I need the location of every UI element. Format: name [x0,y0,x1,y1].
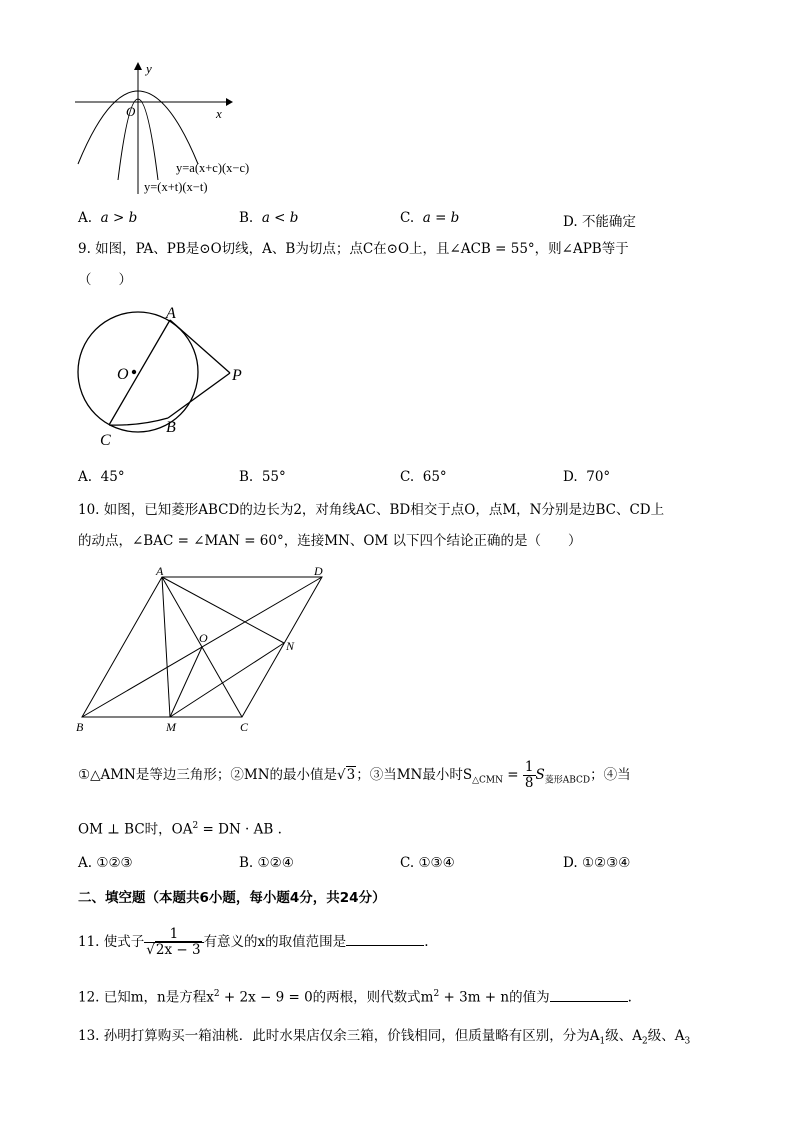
q10-rhombus-figure [70,562,340,737]
q10-fraction [523,760,536,791]
q9-label-p: P [232,367,242,384]
q12-sup2: 2 [433,989,440,999]
q12-answer-blank[interactable] [550,989,628,1002]
q13-sub1: 1 [599,1036,606,1047]
q10-frac-num: 1 [524,759,534,775]
q12-mid2: + 3m + n的值为 [439,989,550,1006]
q10-s2-eq: = [503,767,523,783]
q10-option-a[interactable]: A. ①②③ [78,855,133,871]
q12-end: . [627,989,632,1006]
q12-stem [78,984,632,1008]
q8-option-d[interactable]: D. 不能确定 [563,214,636,230]
q10-label-d: D [314,564,323,578]
q10-option-d[interactable]: D. ①②③④ [563,855,631,871]
q8-x-label: x [216,106,222,121]
q10-statements-line2 [78,816,282,840]
q10-label-a: A [156,564,164,578]
q13-sub3: 3 [684,1036,691,1047]
q9-label-a: A [166,305,176,322]
q13-t2: 级、A [605,1028,642,1044]
q11-fraction [144,927,203,958]
q9-option-b[interactable]: B. 55° [239,469,286,485]
q9-stem-line2: （ ） [78,272,132,288]
q10-option-b[interactable]: B. ①②④ [239,855,294,871]
q12-pre: 12. 已知m，n是方程x [78,989,214,1006]
q10-stem-line1: 10. 如图，已知菱形ABCD的边长为2，对角线AC、BD相交于点O，点M，N分别是边BC、CD上 [78,502,665,518]
q8-origin-label: O [126,104,136,119]
q11-end: . [424,934,429,950]
q8-option-b[interactable]: B. a < b [239,210,299,226]
q11-stem [78,924,428,960]
q10-s3: ；④当 [590,767,631,783]
q10-s2-sub: △CMN [472,775,504,786]
q8-y-label: y [146,61,152,76]
q10-s2-S: S [535,767,545,783]
q8-curve1-label: y=a(x+c)(x−c) [176,161,250,175]
q11-post: 有意义的x的取值范围是 [203,934,347,950]
q9-label-o: O [117,366,129,383]
q10-s2-sub2: 菱形ABCD [544,775,591,786]
q10-stem-line2: 的动点，∠BAC = ∠MAN = 60°，连接MN、OM 以下四个结论正确的是（ ） [78,533,582,549]
q8-parabola-graph [70,58,290,198]
q10-frac-den: 8 [524,775,534,791]
q10-statements-line1 [78,757,631,799]
section-title-fill-in: 二、填空题（本题共6小题，每小题4分，共24分） [78,890,386,906]
q11-pre: 11. 使式子 [78,934,145,950]
q9-stem-line1: 9. 如图，PA、PB是⊙O切线，A、B为切点；点C在⊙O上，且∠ACB = 55°，则∠APB等于 [78,241,629,257]
q11-frac-num: 1 [144,927,203,943]
q9-option-a[interactable]: A. 45° [78,469,125,485]
q9-option-d[interactable]: D. 70° [563,469,611,485]
q9-option-c[interactable]: C. 65° [400,469,447,485]
q9-label-c: C [100,432,111,449]
q9-label-b: B [166,419,176,436]
q10-option-c[interactable]: C. ①③④ [400,855,455,871]
q10-label-c: C [240,720,249,734]
q13-sub2: 2 [642,1036,648,1047]
q10-s4-sup: 2 [192,821,199,831]
q9-circle-figure [70,300,260,455]
q10-label-m: M [166,720,176,734]
q12-sup1: 2 [213,989,220,999]
q10-s4-rest: = DN · AB . [198,821,282,838]
q10-label-o: O [199,631,208,645]
q11-frac-den: √2x − 3 [146,942,201,958]
q13-t3: 级、A [647,1028,685,1044]
q8-option-c[interactable]: C. a = b [400,210,460,226]
q12-mid: + 2x − 9 = 0的两根，则代数式m [219,989,434,1006]
q10-s4: OM ⊥ BC时，OA [78,821,193,838]
q11-answer-blank[interactable] [346,933,424,946]
q13-text: 13. 孙明打算购买一箱油桃．此时水果店仅余三箱，价钱相同，但质量略有区别，分为A [78,1028,600,1044]
q10-sqrt-value: 3 [346,767,356,783]
q8-curve2-label: y=(x+t)(x−t) [144,180,208,194]
q10-label-n: N [286,639,295,653]
q10-sqrt-sign: √ [337,767,346,783]
q10-s1: ①△AMN是等边三角形；②MN的最小值是 [78,767,338,783]
q10-s2: ；③当MN最小时S [356,767,473,783]
q8-option-a[interactable]: A. a > b [78,210,138,226]
q13-stem [78,1026,690,1052]
q10-label-b: B [76,720,84,734]
